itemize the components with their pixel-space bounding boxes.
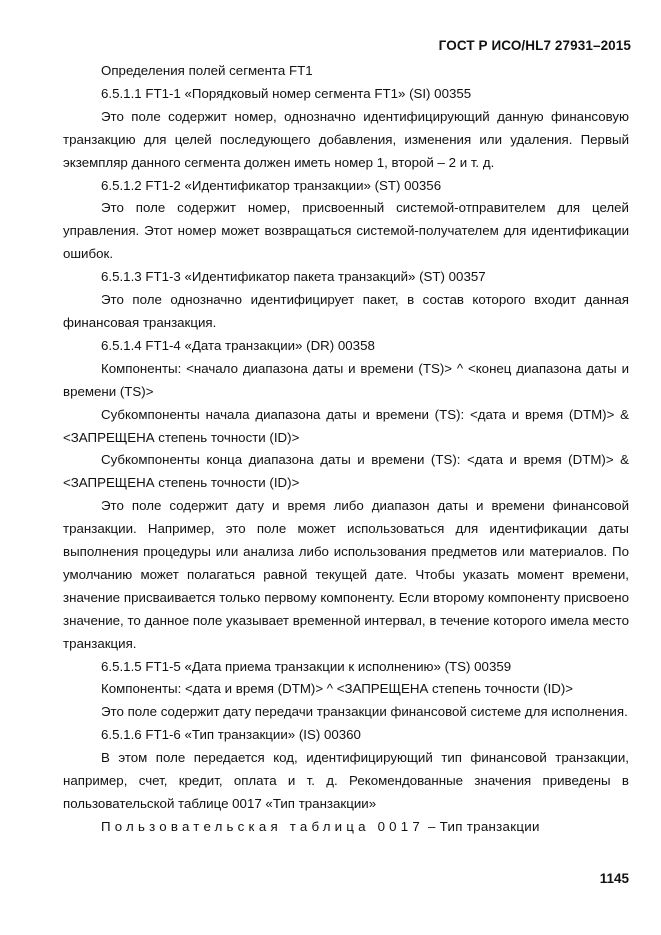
paragraph: Это поле содержит дату передачи транзакции финансовой системе для исполнения.	[101, 704, 628, 720]
document-body	[63, 60, 629, 839]
field-heading-ft1-6: 6.5.1.6 FT1-6 «Тип транзакции» (IS) 00360	[101, 727, 361, 743]
paragraph: Компоненты: <дата и время (DTM)> ^ <ЗАПРЕЩЕНА степень точности (ID)>	[101, 681, 574, 697]
table-caption-title: Тип транзакции	[439, 818, 540, 834]
paragraph: Субкомпоненты конца диапазона даты и времени (TS): <дата и время (DTM)> & <ЗАПРЕЩЕНА степень точности (ID)>	[63, 452, 629, 491]
page-number: 1145	[599, 871, 629, 886]
paragraph: Компоненты: <начало диапазона даты и времени (TS)> ^ <конец диапазона даты и времени (TS)>	[63, 360, 629, 399]
table-caption	[63, 816, 629, 839]
field-heading-ft1-2: 6.5.1.2 FT1-2 «Идентификатор транзакции» (ST) 00356	[101, 177, 442, 193]
paragraph: В этом поле передается код, идентифицирующий тип финансовой транзакции, например, счет, кредит, оплата и т. д. Рекомендованные значения приведены в пользовательской таблице 0017 «Тип транзакции»	[63, 750, 629, 811]
paragraph: Это поле содержит номер, присвоенный системой-отправителем для целей управления. Этот номер может возвращаться системой-получателем для идентификации ошибок.	[63, 200, 629, 262]
paragraph: Субкомпоненты начала диапазона даты и времени (TS): <дата и время (DTM)> & <ЗАПРЕЩЕНА степень точности (ID)>	[63, 406, 629, 445]
field-heading-ft1-1: 6.5.1.1 FT1-1 «Порядковый номер сегмента FT1» (SI) 00355	[101, 85, 472, 101]
table-caption-dash: –	[427, 818, 436, 834]
field-heading-ft1-4: 6.5.1.4 FT1-4 «Дата транзакции» (DR) 00358	[101, 337, 375, 353]
table-caption-label: Пользовательская таблица 0017	[101, 818, 424, 834]
field-heading-ft1-3: 6.5.1.3 FT1-3 «Идентификатор пакета транзакций» (ST) 00357	[101, 269, 486, 285]
document-header: ГОСТ Р ИСО/HL7 27931–2015	[438, 38, 631, 53]
section-heading: Определения полей сегмента FT1	[101, 63, 313, 78]
paragraph: Это поле содержит дату и время либо диапазон даты и времени финансовой транзакции. Например, это поле может использоваться для идентификации даты выполнения процедуры или анализа либо использования предметов или материалов. По умолчанию может полагаться равной текущей дате. Чтобы указать момент времени, значение присваивается только первому компоненту. Если второму компоненту присвоено значение, то данное поле указывает временной интервал, в течение которого имела место транзакция.	[63, 498, 629, 651]
paragraph: Это поле содержит номер, однозначно идентифицирующий данную финансовую транзакцию для целей последующего добавления, изменения или удаления. Первый экземпляр данного сегмента должен иметь номер 1, второй – 2 и т. д.	[63, 108, 629, 170]
field-heading-ft1-5: 6.5.1.5 FT1-5 «Дата приема транзакции к исполнению» (TS) 00359	[101, 658, 512, 674]
paragraph: Это поле однозначно идентифицирует пакет, в состав которого входит данная финансовая транзакция.	[63, 292, 629, 330]
